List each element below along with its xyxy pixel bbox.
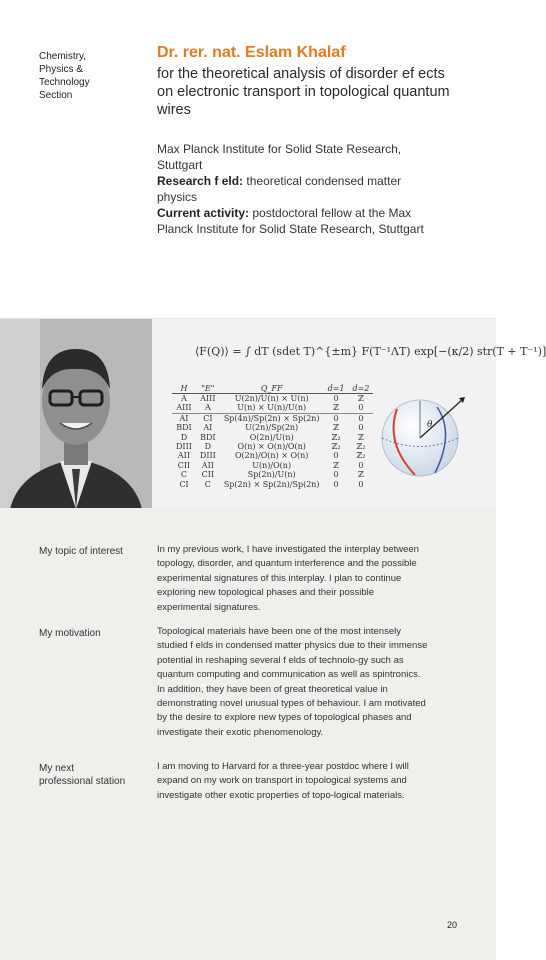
- activity-label: Current activity:: [157, 206, 250, 220]
- table-cell: O(2n)/O(n) × O(n): [234, 451, 309, 461]
- table-cell: ℤ₂: [331, 442, 341, 452]
- table-cell: ℤ: [324, 403, 349, 413]
- table-cell: ℤ: [358, 432, 364, 442]
- table-header-cell: H: [172, 384, 196, 394]
- classification-table: [172, 384, 373, 489]
- sphere-diagram: [375, 393, 475, 483]
- page-number: 20: [447, 920, 458, 930]
- table-cell: 0: [333, 479, 339, 489]
- table-cell: 0: [358, 460, 364, 470]
- table-cell: AII: [201, 460, 214, 470]
- section-label: Chemistry, Physics & Technology Section: [39, 51, 90, 101]
- table-cell: DIII: [199, 451, 216, 461]
- table-cell: AI: [203, 423, 213, 433]
- theta-label: θ: [427, 420, 433, 430]
- table-cell: 0: [333, 413, 339, 423]
- table-cell: D: [180, 432, 188, 442]
- motivation-label: My motivation: [39, 628, 101, 639]
- table-cell: ℤ: [333, 460, 339, 470]
- table-cell: AIII: [200, 394, 216, 403]
- table-header-cell: d=2: [348, 384, 373, 394]
- table-cell: CII: [177, 460, 191, 470]
- table-cell: 0: [358, 479, 364, 489]
- table-row: [172, 461, 373, 470]
- table-cell: ℤ₂: [356, 442, 366, 452]
- table-cell: 0: [358, 423, 364, 433]
- table-cell: U(2n)/Sp(2n): [245, 423, 299, 433]
- research-field: [157, 173, 427, 205]
- table-cell: 0: [333, 451, 339, 461]
- table-row: [172, 470, 373, 479]
- table-cell: DIII: [176, 442, 192, 452]
- table-cell: ℤ: [333, 423, 339, 433]
- table-row: [172, 433, 373, 442]
- table-cell: CII: [201, 470, 215, 480]
- equation: ⟨F(Q)⟩ = ∫ dT (sdet T)^{±m} F(T⁻¹ΛT) exp[−(κ/2) str(T + T⁻¹)]: [195, 345, 546, 358]
- table-cell: D: [204, 442, 212, 452]
- research-value: theoretical condensed matter physics: [157, 174, 402, 204]
- table-cell: A: [181, 394, 187, 403]
- topic-label: My topic of interest: [39, 546, 123, 557]
- award-title: for the theoretical analysis of disorder ef ects on electronic transport in topological quantum wires: [157, 66, 450, 118]
- table-cell: U(n)/O(n): [252, 460, 292, 470]
- laureate-name: Dr. rer. nat. Eslam Khalaf: [157, 44, 346, 61]
- table-cell: U(n) × U(n)/U(n): [220, 403, 324, 413]
- motivation-text: Topological materials have been one of the most intensely studied f elds in condensed matter physics due to their immense potential in reshaping several f elds of technolo-gy such as quantum computing and communication as well as spintronics. In addition, they have been of great theoretical value in demonstrating novel unusual types of behaviour. I am motivated by the desire to explore new types of topological phases and investigate their exotic phenomenology.: [157, 626, 428, 738]
- table-row: [172, 403, 373, 413]
- table-row: [172, 442, 373, 451]
- table-cell: Sp(4n)/Sp(2n) × Sp(2n): [223, 413, 320, 423]
- next-station-text: I am moving to Harvard for a three-year postdoc where I will expand on my work on transport in topological systems and investigate other exotic properties of topo-logical materials.: [157, 761, 409, 801]
- profile-info: [157, 141, 427, 237]
- table-row: [172, 480, 373, 489]
- table-cell: 0: [348, 403, 373, 413]
- institute: Max Planck Institute for Solid State Research, Stuttgart: [157, 142, 402, 172]
- table-cell: C: [180, 470, 188, 480]
- table-cell: 0: [333, 470, 339, 480]
- portrait-photo: [0, 319, 152, 509]
- table-cell: Sp(2n)/U(n): [247, 470, 296, 480]
- table-row: [172, 413, 373, 423]
- table-cell: ℤ₂: [331, 432, 341, 442]
- table-cell: O(n) × O(n)/O(n): [237, 442, 306, 452]
- research-label: Research f eld:: [157, 174, 244, 188]
- table-cell: CI: [203, 413, 213, 423]
- table-cell: 0: [333, 394, 339, 403]
- table-header-cell: Q_FF: [220, 384, 324, 394]
- table-cell: O(2n)/U(n): [249, 432, 294, 442]
- table-cell: AIII: [172, 403, 196, 413]
- table-cell: U(2n)/U(n) × U(n): [234, 394, 309, 403]
- activity-value: postdoctoral fellow at the Max Planck Institute for Solid State Research, Stuttgart: [157, 206, 424, 236]
- current-activity: [157, 205, 427, 237]
- table-row: [172, 451, 373, 460]
- table-cell: 0: [358, 413, 364, 423]
- table-cell: BDI: [176, 423, 192, 433]
- table-header-cell: "E": [196, 384, 220, 394]
- topic-text: In my previous work, I have investigated the interplay between topology, disorder, and quantum interference and the possible experimental signatures of this interplay. I plan to continue exploring new topological phases and their possible experimental signatures.: [157, 544, 419, 613]
- table-row: [172, 423, 373, 432]
- table-cell: CI: [179, 479, 189, 489]
- table-cell: ℤ₂: [356, 451, 366, 461]
- table-header-cell: d=1: [324, 384, 349, 394]
- figure-panel: [0, 318, 546, 509]
- table-cell: A: [196, 403, 220, 413]
- table-row: [172, 394, 373, 404]
- next-station-label: My next professional station: [39, 763, 126, 787]
- table-cell: AI: [179, 413, 189, 423]
- table-cell: ℤ: [358, 470, 364, 480]
- table-cell: BDI: [200, 432, 216, 442]
- table-cell: Sp(2n) × Sp(2n)/Sp(2n): [223, 479, 320, 489]
- table-cell: C: [204, 479, 211, 489]
- table-cell: AII: [177, 451, 190, 461]
- table-cell: ℤ: [358, 394, 364, 403]
